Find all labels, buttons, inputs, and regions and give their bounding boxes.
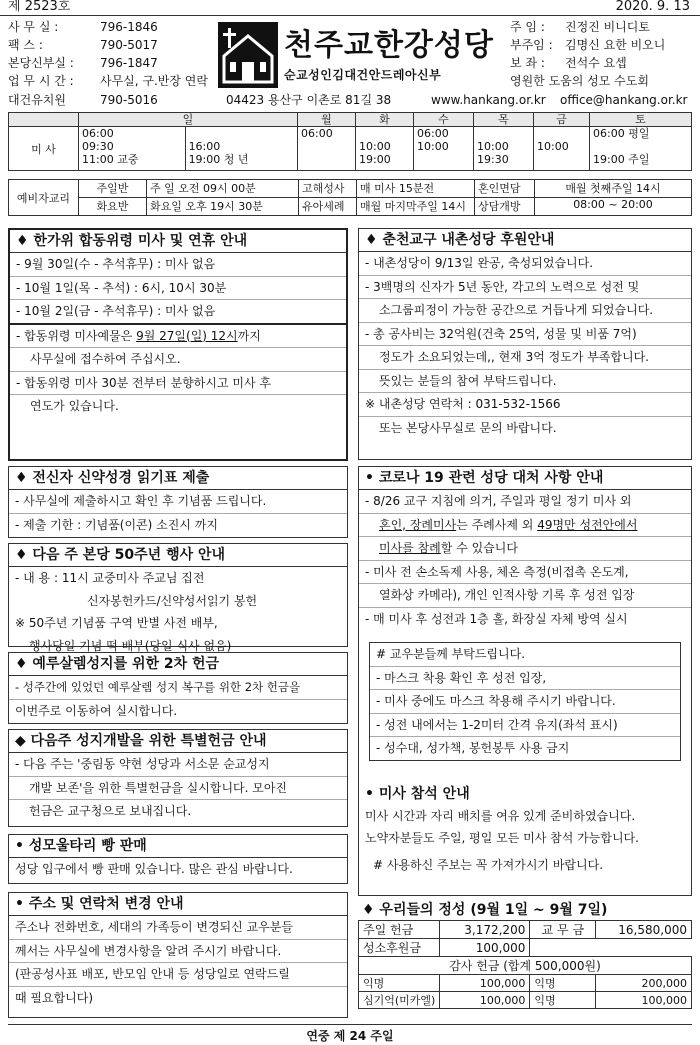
- donor-amount: 100,000: [440, 992, 530, 1009]
- hours-text: 사무실, 구.반장 연락: [100, 74, 208, 88]
- donor-name: 익명: [530, 975, 596, 992]
- notice-line: - 제출 기한 : 기념품(이콘) 소진시 까지: [15, 517, 218, 532]
- day-wed: 수: [414, 113, 474, 127]
- notice-title: ◆ 다음주 성지개발을 위한 특별헌금 안내: [9, 730, 347, 753]
- notice-title: • 코로나 19 관련 성당 대처 사항 안내: [359, 467, 691, 490]
- notice-line: - 총 공사비는 32억원(건축 25억, 성물 및 비품 7억): [359, 323, 691, 347]
- notice-chuseok: [8, 228, 348, 461]
- notice-line: 소그룹피정이 가능한 공간으로 거듭나게 되었습니다.: [359, 299, 691, 323]
- sched-cell: 주 일 오전 09시 00분: [147, 180, 299, 198]
- donor-amount: 100,000: [596, 992, 692, 1009]
- footer-liturgical-week: 연중 제 24 주일: [306, 1029, 394, 1043]
- notice-line: ※ 내촌성당 연락처 : 031-532-1566: [359, 393, 691, 417]
- notice-line: 때 필요합니다): [15, 990, 94, 1005]
- sched-cell: 화요일 오후 19시 30분: [147, 198, 299, 216]
- donor-name: 익명: [530, 992, 596, 1009]
- kindergarten-phone: 790-5016: [100, 93, 158, 107]
- sched-cell: 상담개방: [475, 198, 535, 216]
- notice-text: 까지: [237, 328, 261, 343]
- church-logo-icon: [218, 22, 278, 88]
- notice-line: (판공성사표 배포, 반모임 안내 등 성당일로 연락드릴: [9, 963, 347, 987]
- notice-line: 께서는 사무실에 변경사항을 알려 주시기 바랍니다.: [9, 940, 347, 964]
- notice-line: - 매 미사 후 성전과 1층 홀, 화장실 자체 방역 실시: [365, 611, 628, 626]
- footer-rule: [8, 1024, 692, 1025]
- schedule-corner: [9, 113, 79, 127]
- assistant-name: 김명신 요한 비오니: [565, 38, 666, 52]
- issue-number: 제 2523호: [8, 0, 71, 14]
- sisters-text: 영원한 도움의 성모 수도회: [510, 74, 649, 88]
- kindergarten-label: 대건유치원: [8, 93, 66, 107]
- notice-line: - 성수대, 성가책, 봉헌봉투 사용 금지: [376, 741, 570, 755]
- notice-title: ♦ 다음 주 본당 50주년 행사 안내: [9, 544, 347, 567]
- fax-label: 팩 스 :: [8, 38, 43, 52]
- notice-date: 9월 27일(일) 12시: [136, 328, 238, 343]
- day-sat: 토: [590, 113, 692, 127]
- schedule-table: [8, 112, 692, 171]
- sched-cell: 매월 마지막주일 14시: [357, 198, 475, 216]
- sched-cell: 유아세례: [299, 198, 357, 216]
- donor-amount: 200,000: [596, 975, 692, 992]
- pastor-name: 진정진 비니디토: [565, 20, 650, 34]
- fax-number: 790-5017: [100, 38, 158, 52]
- notice-line: [359, 537, 691, 561]
- deacon-name: 전석수 요셉: [565, 56, 627, 70]
- church-subtitle: 순교성인김대건안드레아신부: [284, 68, 442, 82]
- offering-value: 3,172,200: [440, 921, 530, 939]
- notice-line: - 마스크 착용 확인 후 성전 입장,: [370, 667, 680, 691]
- notice-line: 뜻있는 분들의 참여 부탁드립니다.: [359, 370, 691, 394]
- offering-label: 주일 헌금: [359, 921, 440, 939]
- offering-value: 100,000: [440, 939, 530, 957]
- pastor-label: 주 임 :: [510, 20, 545, 34]
- notice-line: 이번주로 이동하여 실시합니다.: [15, 703, 178, 718]
- email-link[interactable]: office@hankang.or.kr: [560, 93, 688, 107]
- website-link[interactable]: www.hankang.or.kr: [431, 93, 546, 107]
- notice-line: [359, 514, 691, 538]
- notice-line: 성당 입구에서 빵 판매 있습니다. 많은 관심 바랍니다.: [15, 862, 293, 876]
- notice-line: # 사용하신 주보는 꼭 가져가시기 바랍니다.: [373, 857, 604, 872]
- sched-cell: 08:00 ~ 20:00: [535, 198, 692, 216]
- notice-bread-sale: [8, 834, 348, 884]
- notice-line: 또는 본당사무실로 문의 바랍니다.: [379, 420, 557, 435]
- offering-label: 교 무 금: [530, 921, 596, 939]
- notice-line: 정도가 소요되었는데,, 현재 3억 정도가 부족합니다.: [359, 346, 691, 370]
- assistant-label: 부주임 :: [510, 38, 553, 52]
- priest-room-phone: 796-1847: [100, 56, 158, 70]
- thanks-offering-title: 감사 헌금 (합계 500,000원): [359, 957, 692, 975]
- covid-request-box: [369, 642, 681, 761]
- mass-time: 10:00: [417, 140, 449, 153]
- notice-line: # 교우분들께 부탁드립니다.: [370, 643, 680, 667]
- notice-line: [10, 325, 346, 349]
- notice-text: 49명만 성전안에서: [537, 517, 638, 532]
- notice-line: - 성주간에 있었던 예루살렘 성지 복구를 위한 2차 헌금을: [9, 676, 347, 700]
- donor-amount: 100,000: [440, 975, 530, 992]
- notice-title: • 성모울타리 빵 판매: [9, 835, 347, 858]
- mass-time: 19:00 청 년: [188, 153, 249, 166]
- notice-line: - 10월 2일(금 - 추석휴무) : 미사 없음: [10, 300, 346, 325]
- notice-text: 는 주례사제 외: [456, 517, 538, 532]
- offering-value: 16,580,000: [596, 921, 692, 939]
- church-name: 천주교한강성당: [284, 28, 494, 63]
- notice-50th-anniversary: [8, 543, 348, 653]
- notice-line: 행사당일 기념 떡 배부(당일 식사 없음): [29, 638, 232, 653]
- sched-cell: 혼인면담: [475, 180, 535, 198]
- header-rule: [0, 15, 700, 16]
- mass-time: 11:00 교중: [82, 153, 139, 166]
- mass-time: 19:30: [477, 153, 509, 166]
- mass-time: 09:30: [82, 140, 114, 153]
- day-thu: 목: [474, 113, 534, 127]
- mass-time: 19:00: [359, 153, 391, 166]
- notice-line: - 10월 1일(목 - 추석) : 6시, 10시 30분: [10, 277, 346, 301]
- notice-line: - 사무실에 제출하시고 확인 후 기념품 드립니다.: [9, 490, 347, 514]
- notice-line: - 미사 전 손소독제 사용, 체온 측정(비접촉 온도계,: [359, 561, 691, 585]
- notice-title: ♦ 예루살렘성지를 위한 2차 헌금: [9, 653, 347, 676]
- notice-line: 열화상 카메라), 개인 인적사항 기록 후 성전 입장: [359, 584, 691, 608]
- office-label: 사 무 실 :: [8, 20, 59, 34]
- notice-line: - 8/26 교구 지침에 의거, 주일과 평일 정기 미사 외: [359, 490, 691, 514]
- notice-address-change: [8, 892, 348, 1018]
- notice-text: 혼인, 장례미사: [379, 517, 457, 532]
- notice-line: - 미사 중에도 마스크 착용해 주시기 바랍니다.: [370, 690, 680, 714]
- day-mon: 월: [298, 113, 356, 127]
- mass-time: 06:00: [417, 127, 449, 140]
- notice-line: - 합동위령 미사 30분 전부터 분향하시고 미사 후: [10, 372, 346, 396]
- offering-section: [358, 900, 692, 1009]
- donor-name: 익명: [359, 975, 440, 992]
- notice-line: 주소나 전화번호, 세대의 가족등이 변경되신 교우분들: [9, 916, 347, 940]
- notice-line: 미사 시간과 자리 배치를 여유 있게 준비하였습니다.: [365, 808, 636, 823]
- mass-time: 06:00: [301, 127, 333, 140]
- hours-label: 업 무 시 간 :: [8, 74, 74, 88]
- mass-time: 16:00: [188, 140, 221, 153]
- offering-title: ♦ 우리들의 정성 (9월 1일 ~ 9월 7일): [362, 902, 608, 918]
- offering-label: 성소후원금: [359, 939, 440, 957]
- office-phone: 796-1846: [100, 20, 158, 34]
- notice-line: 연도가 있습니다.: [30, 399, 119, 413]
- mass-time: 06:00: [82, 127, 114, 140]
- notice-bible-reading: [8, 466, 348, 538]
- notice-naechon-church: [358, 228, 692, 460]
- deacon-label: 보 좌 :: [510, 56, 545, 70]
- notice-line: - 다음 주는 '중림동 약현 성당과 서소문 순교성지: [9, 753, 347, 777]
- notice-text: 미사를 참례: [379, 541, 441, 555]
- notice-line: 신자봉헌카드/신약성서읽기 봉헌: [87, 593, 258, 608]
- notice-title: ♦ 한가위 합동위령 미사 및 연휴 안내: [10, 230, 346, 253]
- catechism-label: 예비자교리: [9, 180, 79, 216]
- notice-line: 노약자분들도 주일, 평일 모든 미사 참석 가능합니다.: [365, 831, 639, 845]
- notice-jerusalem-collection: [8, 652, 348, 724]
- notice-covid: [358, 466, 692, 896]
- sched-cell: 매 미사 15분전: [357, 180, 475, 198]
- mass-time: 19:00 주일: [593, 153, 650, 166]
- day-tue: 화: [356, 113, 414, 127]
- day-sun: 일: [79, 113, 298, 127]
- notice-special-collection: [8, 729, 348, 827]
- notice-line: - 3백명의 신자가 5년 동안, 각고의 노력으로 성전 및: [359, 276, 691, 300]
- notice-line: 사무실에 접수하여 주십시오.: [10, 348, 346, 372]
- sched-cell: 매월 첫째주일 14시: [535, 180, 692, 198]
- day-fri: 금: [534, 113, 590, 127]
- notice-title: • 주소 및 연락처 변경 안내: [9, 893, 347, 916]
- notice-text: - 합동위령 미사예물은: [16, 328, 137, 343]
- sched-cell: 화요반: [79, 198, 147, 216]
- notice-line: - 내 용 : 11시 교중미사 주교님 집전: [15, 571, 205, 585]
- notice-line: 헌금은 교구청으로 보내집니다.: [29, 804, 192, 818]
- mass-time: 06:00 평일: [593, 127, 650, 140]
- priest-room-label: 본당신부실 :: [8, 56, 74, 70]
- mass-time: 10:00: [537, 140, 569, 153]
- notice-text: 할 수 있습니다: [440, 541, 518, 555]
- notice-line: 개발 보존'을 위한 특별헌금을 실시합니다. 모아진: [9, 777, 347, 801]
- notice-line: - 9월 30일(수 - 추석휴무) : 미사 없음: [10, 253, 346, 277]
- notice-title: ♦ 춘천교구 내촌성당 후원안내: [359, 229, 691, 252]
- notice-line: ※ 50주년 기념품 구역 반별 사전 배부,: [15, 616, 218, 630]
- notice-title: • 미사 참석 안내: [365, 785, 470, 802]
- mass-time: 10:00: [477, 140, 509, 153]
- address-text: 04423 용산구 이촌로 81길 38: [226, 93, 392, 107]
- mass-time: 10:00: [359, 140, 391, 153]
- sched-cell: 주일반: [79, 180, 147, 198]
- donor-name: 심기억(미카엘): [359, 992, 440, 1009]
- other-schedule-table: [8, 179, 692, 216]
- notice-line: - 내촌성당이 9/13일 완공, 축성되었습니다.: [359, 252, 691, 276]
- issue-date: 2020. 9. 13: [615, 0, 690, 14]
- notice-title: ♦ 전신자 신약성경 읽기표 제출: [9, 467, 347, 490]
- sched-cell: 고해성사: [299, 180, 357, 198]
- offering-table: [358, 920, 692, 1009]
- notice-line: - 성전 내에서는 1-2미터 간격 유지(좌석 표시): [370, 714, 680, 738]
- mass-label: 미 사: [9, 127, 79, 171]
